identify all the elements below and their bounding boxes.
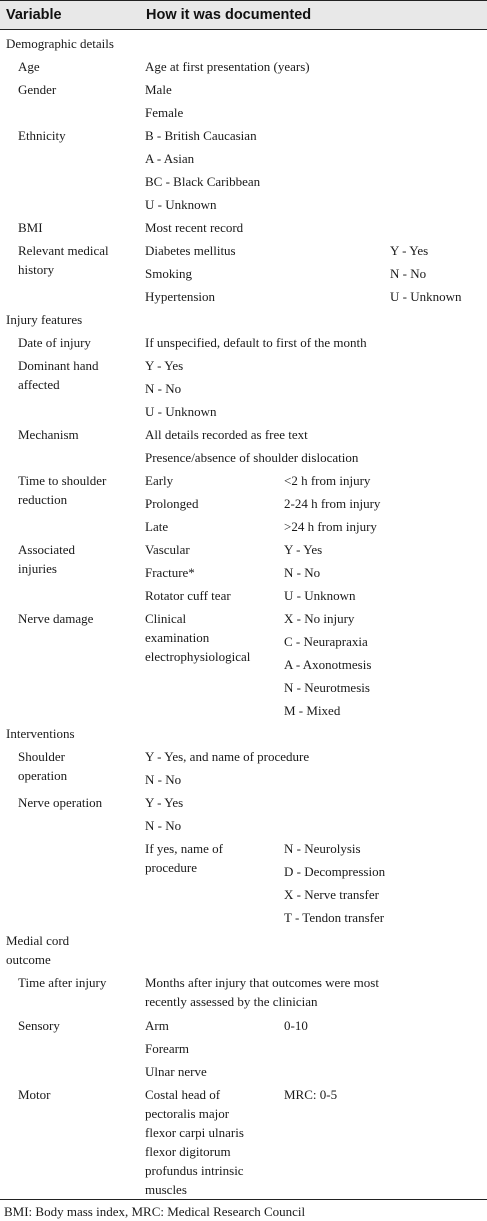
documentation-cell: Hypertension xyxy=(145,289,216,304)
documentation-cell: 0-10 xyxy=(284,1018,308,1033)
documentation-cell: Diabetes mellitus xyxy=(145,243,236,258)
documentation-cell: recently assessed by the clinician xyxy=(145,994,318,1009)
documentation-cell: Costal head of xyxy=(145,1087,221,1102)
documentation-cell: Months after injury that outcomes were most xyxy=(145,975,379,990)
variable-cell: Relevant medical xyxy=(18,243,109,258)
documentation-cell: Most recent record xyxy=(145,220,244,235)
documentation-cell: N - Neurotmesis xyxy=(284,680,370,695)
documentation-cell: MRC: 0-5 xyxy=(284,1087,338,1102)
documentation-cell: N - Neurolysis xyxy=(284,841,361,856)
section-heading: outcome xyxy=(6,952,51,967)
documentation-cell: M - Mixed xyxy=(284,703,341,718)
documentation-cell: Y - Yes xyxy=(284,542,323,557)
documentation-cell: 2-24 h from injury xyxy=(284,496,381,511)
documentation-cell: If unspecified, default to first of the month xyxy=(145,335,367,350)
documentation-cell: Smoking xyxy=(145,266,192,281)
variable-cell: Sensory xyxy=(18,1018,60,1033)
documentation-cell: electrophysiological xyxy=(145,649,251,664)
variable-cell: Ethnicity xyxy=(18,128,66,143)
header-variable: Variable xyxy=(6,7,62,23)
section-heading: Interventions xyxy=(6,726,75,741)
documentation-cell: pectoralis major xyxy=(145,1106,230,1121)
documentation-cell: Y - Yes xyxy=(390,243,429,258)
documentation-cell: N - No xyxy=(145,818,182,833)
documentation-cell: >24 h from injury xyxy=(284,519,377,534)
documentation-cell: N - No xyxy=(145,772,182,787)
variable-cell: operation xyxy=(18,768,68,783)
variable-cell: affected xyxy=(18,377,60,392)
variable-cell: Age xyxy=(18,59,40,74)
documentation-cell: B - British Caucasian xyxy=(145,128,257,143)
documentation-cell: N - No xyxy=(284,565,321,580)
variable-cell: BMI xyxy=(18,220,43,235)
documentation-cell: Age at first presentation (years) xyxy=(145,59,310,74)
documentation-cell: Early xyxy=(145,473,174,488)
documentation-cell: U - Unknown xyxy=(145,197,217,212)
documentation-cell: T - Tendon transfer xyxy=(284,910,385,925)
documentation-cell: U - Unknown xyxy=(284,588,356,603)
variable-cell: Nerve operation xyxy=(18,795,103,810)
documentation-cell: Y - Yes xyxy=(145,795,184,810)
documentation-cell: X - Nerve transfer xyxy=(284,887,379,902)
documentation-cell: procedure xyxy=(145,860,197,875)
documentation-cell: Y - Yes, and name of procedure xyxy=(145,749,310,764)
variable-cell: Date of injury xyxy=(18,335,91,350)
variable-cell: Shoulder xyxy=(18,749,65,764)
documentation-cell: Arm xyxy=(145,1018,169,1033)
table-footnote: BMI: Body mass index, MRC: Medical Research Council xyxy=(4,1204,306,1219)
documentation-cell: Vascular xyxy=(145,542,190,557)
documentation-cell: profundus intrinsic xyxy=(145,1163,244,1178)
variable-cell: Associated xyxy=(18,542,76,557)
documentation-cell: All details recorded as free text xyxy=(145,427,308,442)
variable-cell: Dominant hand xyxy=(18,358,99,373)
header-how-documented: How it was documented xyxy=(146,7,312,23)
documentation-cell: Forearm xyxy=(145,1041,190,1056)
table-bottom-rule xyxy=(0,1199,487,1200)
section-heading: Demographic details xyxy=(6,36,114,51)
variable-cell: Nerve damage xyxy=(18,611,94,626)
documentation-cell: BC - Black Caribbean xyxy=(145,174,261,189)
documentation-cell: If yes, name of xyxy=(145,841,223,856)
variable-cell: Time after injury xyxy=(18,975,107,990)
table-header xyxy=(0,0,487,30)
documentation-cell: N - No xyxy=(145,381,182,396)
variable-cell: Gender xyxy=(18,82,57,97)
variable-cell: Mechanism xyxy=(18,427,79,442)
documentation-cell: Late xyxy=(145,519,169,534)
variable-cell: history xyxy=(18,262,55,277)
documentation-cell: Clinical xyxy=(145,611,187,626)
documentation-cell: Female xyxy=(145,105,184,120)
documentation-cell: X - No injury xyxy=(284,611,355,626)
documentation-cell: flexor digitorum xyxy=(145,1144,231,1159)
documentation-cell: N - No xyxy=(390,266,427,281)
documentation-cell: A - Asian xyxy=(145,151,195,166)
documentation-cell: Fracture* xyxy=(145,565,195,580)
variable-cell: injuries xyxy=(18,561,57,576)
documentation-cell: examination xyxy=(145,630,210,645)
documentation-cell: Prolonged xyxy=(145,496,199,511)
documentation-cell: Y - Yes xyxy=(145,358,184,373)
documentation-cell: Presence/absence of shoulder dislocation xyxy=(145,450,359,465)
section-heading: Injury features xyxy=(6,312,83,327)
documentation-cell: U - Unknown xyxy=(390,289,462,304)
variable-cell: Motor xyxy=(18,1087,51,1102)
variable-cell: Time to shoulder xyxy=(18,473,107,488)
documentation-cell: Ulnar nerve xyxy=(145,1064,207,1079)
documentation-cell: <2 h from injury xyxy=(284,473,371,488)
documentation-cell: Male xyxy=(145,82,172,97)
documentation-cell: A - Axonotmesis xyxy=(284,657,372,672)
documentation-cell: C - Neurapraxia xyxy=(284,634,368,649)
documentation-cell: muscles xyxy=(145,1182,187,1197)
documentation-cell: D - Decompression xyxy=(284,864,386,879)
section-heading: Medial cord xyxy=(6,933,70,948)
variable-cell: reduction xyxy=(18,492,68,507)
documentation-cell: U - Unknown xyxy=(145,404,217,419)
documentation-cell: flexor carpi ulnaris xyxy=(145,1125,244,1140)
documentation-cell: Rotator cuff tear xyxy=(145,588,231,603)
